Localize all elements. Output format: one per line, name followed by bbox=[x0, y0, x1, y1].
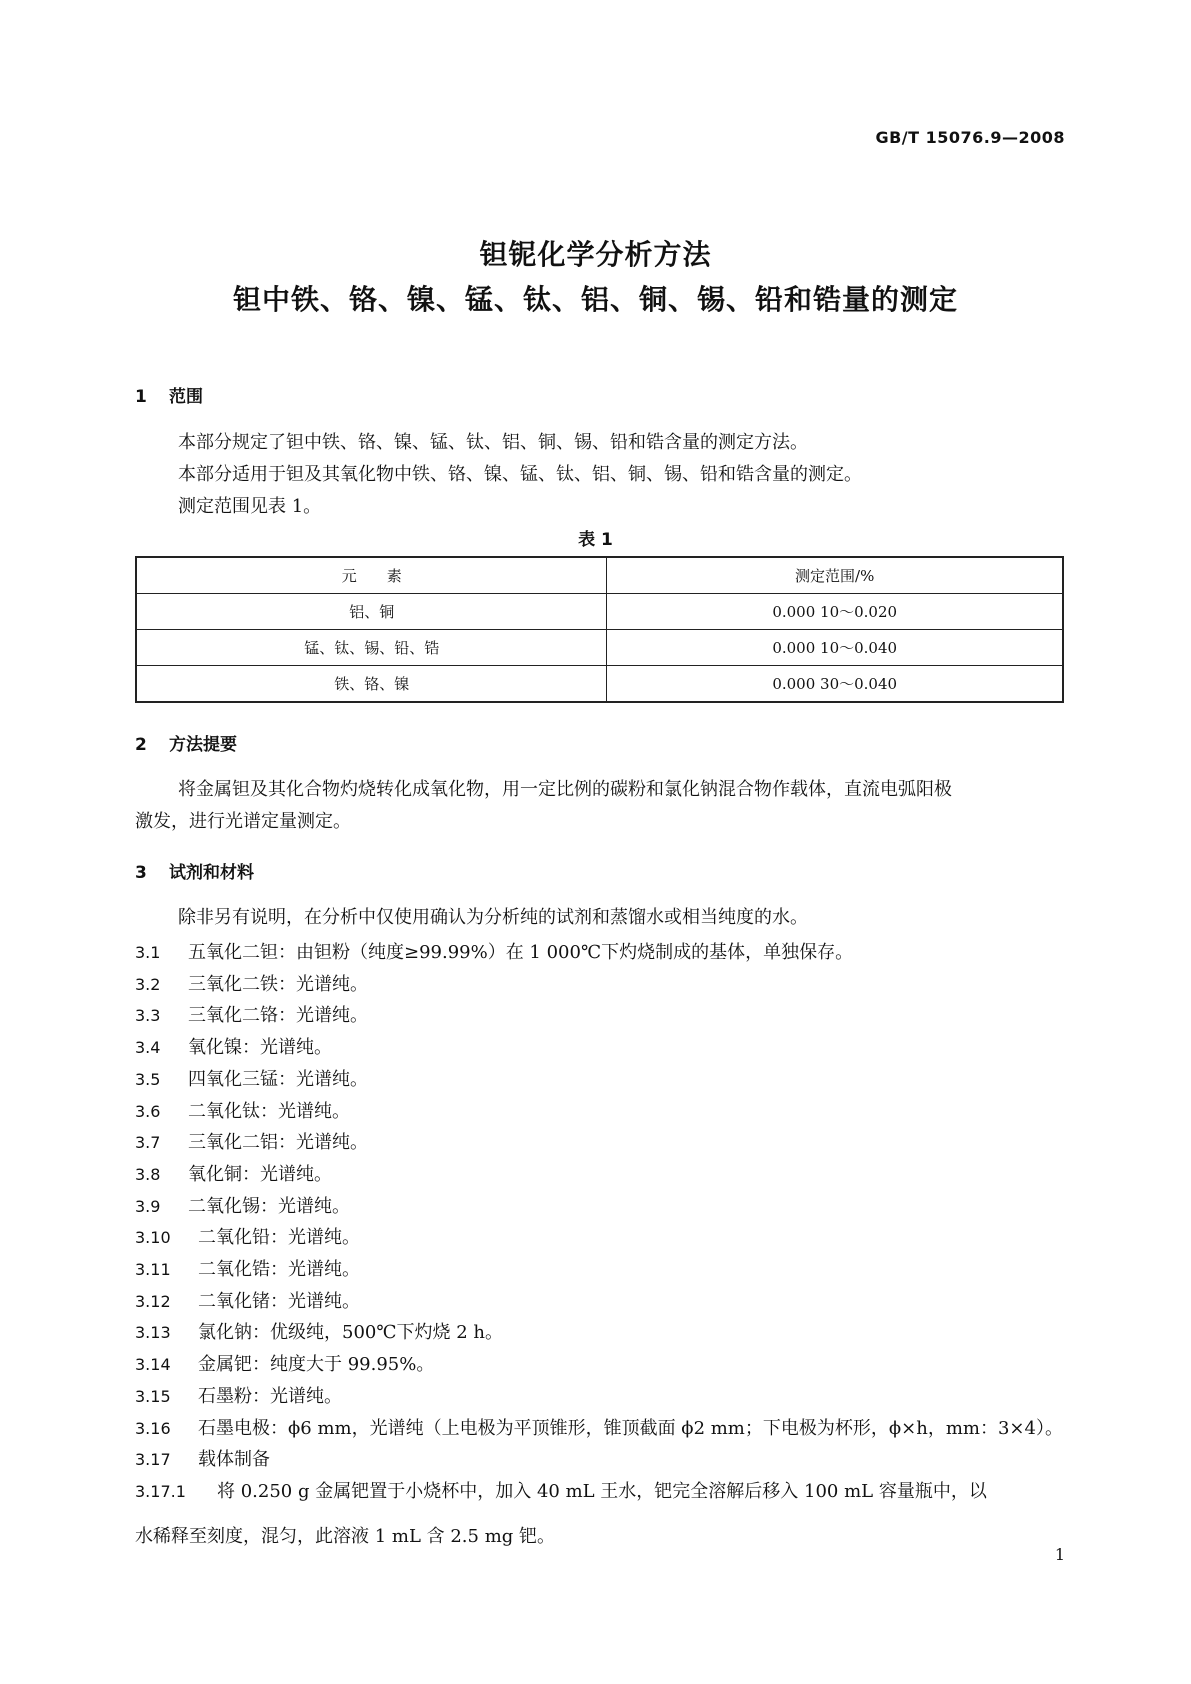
table-header-row bbox=[136, 557, 1063, 594]
section-number: 3 bbox=[135, 863, 147, 883]
item-number: 3.1 bbox=[135, 943, 161, 962]
item-text: 三氧化二铁：光谱纯。 bbox=[188, 973, 368, 995]
item-text: 石墨电极：ϕ6 mm，光谱纯（上电极为平顶锥形，锥顶截面 ϕ2 mm；下电极为杯形，ϕ×h，mm：3×4）。 bbox=[198, 1417, 1063, 1439]
item-number: 3.6 bbox=[135, 1101, 161, 1121]
paragraph: 除非另有说明，在分析中仅使用确认为分析纯的试剂和蒸馏水或相当纯度的水。 bbox=[178, 907, 808, 928]
item-number: 3.9 bbox=[135, 1196, 161, 1216]
reagent-item bbox=[135, 1128, 368, 1154]
reagent-item bbox=[135, 1287, 360, 1313]
table-cell: 0.000 10～0.040 bbox=[607, 630, 1063, 666]
item-text: 二氧化钛：光谱纯。 bbox=[188, 1100, 350, 1122]
item-text: 二氧化铅：光谱纯。 bbox=[198, 1227, 360, 1249]
paragraph: 激发，进行光谱定量测定。 bbox=[135, 811, 351, 832]
item-number: 3.14 bbox=[135, 1355, 171, 1375]
reagent-item bbox=[135, 1445, 270, 1471]
table-row bbox=[136, 594, 1063, 630]
item-text: 二氧化锗：光谱纯。 bbox=[198, 1290, 360, 1312]
item-number: 3.7 bbox=[135, 1133, 161, 1153]
item-text: 氧化镍：光谱纯。 bbox=[188, 1037, 332, 1059]
reagent-item bbox=[135, 1414, 1063, 1440]
table-row bbox=[136, 666, 1063, 703]
reagent-item bbox=[135, 1350, 434, 1376]
section-number: 2 bbox=[135, 735, 147, 755]
table-cell: 铁、铬、镍 bbox=[136, 666, 607, 703]
table-cell: 0.000 30～0.040 bbox=[607, 666, 1063, 703]
item-number: 3.11 bbox=[135, 1260, 171, 1279]
item-text: 将 0.250 g 金属钯置于小烧杯中，加入 40 mL 王水，钯完全溶解后移入 100 mL 容量瓶中，以 bbox=[217, 1480, 987, 1502]
reagent-item bbox=[135, 1192, 350, 1218]
section-1-heading bbox=[135, 382, 203, 407]
item-number: 3.17 bbox=[135, 1450, 171, 1470]
item-text: 五氧化二钽：由钽粉（纯度≥99.99%）在 1 000℃下灼烧制成的基体，单独保存。 bbox=[188, 942, 854, 963]
item-number: 3.8 bbox=[135, 1164, 161, 1184]
item-number: 3.3 bbox=[135, 1006, 161, 1026]
item-text: 氧化铜：光谱纯。 bbox=[188, 1163, 332, 1185]
reagent-item bbox=[135, 970, 368, 996]
paragraph: 水稀释至刻度，混匀，此溶液 1 mL 含 2.5 mg 钯。 bbox=[135, 1526, 556, 1547]
reagent-item bbox=[135, 1160, 332, 1186]
range-table bbox=[135, 556, 1064, 703]
item-text: 四氧化三锰：光谱纯。 bbox=[188, 1068, 368, 1090]
document-title: 钽铌化学分析方法 bbox=[479, 238, 712, 271]
standard-number: GB/T 15076.9—2008 bbox=[875, 128, 1065, 147]
item-text: 载体制备 bbox=[198, 1449, 270, 1471]
item-text: 二氧化锆：光谱纯。 bbox=[198, 1259, 360, 1280]
reagent-item bbox=[135, 1097, 350, 1123]
reagent-item bbox=[135, 1382, 342, 1408]
item-number: 3.17.1 bbox=[135, 1481, 186, 1501]
section-title: 试剂和材料 bbox=[169, 863, 254, 883]
page-number: 1 bbox=[1054, 1545, 1065, 1564]
item-text: 氯化钠：优级纯，500℃下灼烧 2 h。 bbox=[198, 1322, 503, 1344]
table-row bbox=[136, 630, 1063, 666]
item-number: 3.15 bbox=[135, 1386, 171, 1406]
table-caption: 表 1 bbox=[578, 530, 613, 550]
item-text: 二氧化锡：光谱纯。 bbox=[188, 1195, 350, 1217]
paragraph: 本部分规定了钽中铁、铬、镍、锰、钛、铝、铜、锡、铅和锆含量的测定方法。 bbox=[178, 432, 808, 453]
reagent-item bbox=[135, 1065, 368, 1091]
item-number: 3.4 bbox=[135, 1038, 161, 1058]
paragraph: 本部分适用于钽及其氧化物中铁、铬、镍、锰、钛、铝、铜、锡、铅和锆含量的测定。 bbox=[178, 464, 862, 485]
reagent-item bbox=[135, 1033, 332, 1059]
item-text: 金属钯：纯度大于 99.95%。 bbox=[198, 1354, 435, 1376]
item-number: 3.5 bbox=[135, 1069, 161, 1089]
item-number: 3.10 bbox=[135, 1228, 171, 1248]
reagent-item bbox=[135, 1255, 360, 1281]
document-subtitle: 钽中铁、铬、镍、锰、钛、铝、铜、锡、铅和锆量的测定 bbox=[232, 283, 958, 316]
table-header-cell: 元 素 bbox=[136, 557, 607, 594]
item-text: 三氧化二铝：光谱纯。 bbox=[188, 1132, 368, 1154]
paragraph: 测定范围见表 1。 bbox=[178, 496, 322, 517]
reagent-item bbox=[135, 938, 853, 964]
item-text: 石墨粉：光谱纯。 bbox=[198, 1385, 342, 1407]
item-number: 3.13 bbox=[135, 1323, 171, 1343]
reagent-item bbox=[135, 1318, 503, 1344]
reagent-item bbox=[135, 1223, 360, 1249]
item-number: 3.2 bbox=[135, 974, 161, 994]
paragraph: 将金属钽及其化合物灼烧转化成氧化物，用一定比例的碳粉和氯化钠混合物作载体，直流电弧阳极 bbox=[178, 779, 952, 800]
section-number: 1 bbox=[135, 387, 147, 407]
item-number: 3.12 bbox=[135, 1291, 171, 1311]
section-title: 范围 bbox=[169, 387, 203, 407]
section-3-heading bbox=[135, 858, 254, 883]
section-2-heading bbox=[135, 730, 237, 755]
item-text: 三氧化二铬：光谱纯。 bbox=[188, 1005, 368, 1027]
reagent-item bbox=[135, 1477, 987, 1503]
item-number: 3.16 bbox=[135, 1418, 171, 1438]
table-cell: 0.000 10～0.020 bbox=[607, 594, 1063, 630]
table-cell: 锰、钛、锡、铅、锆 bbox=[136, 630, 607, 666]
table-header-cell: 测定范围/% bbox=[607, 557, 1063, 594]
section-title: 方法提要 bbox=[169, 735, 237, 755]
reagent-item bbox=[135, 1001, 368, 1027]
table-cell: 铝、铜 bbox=[136, 594, 607, 630]
